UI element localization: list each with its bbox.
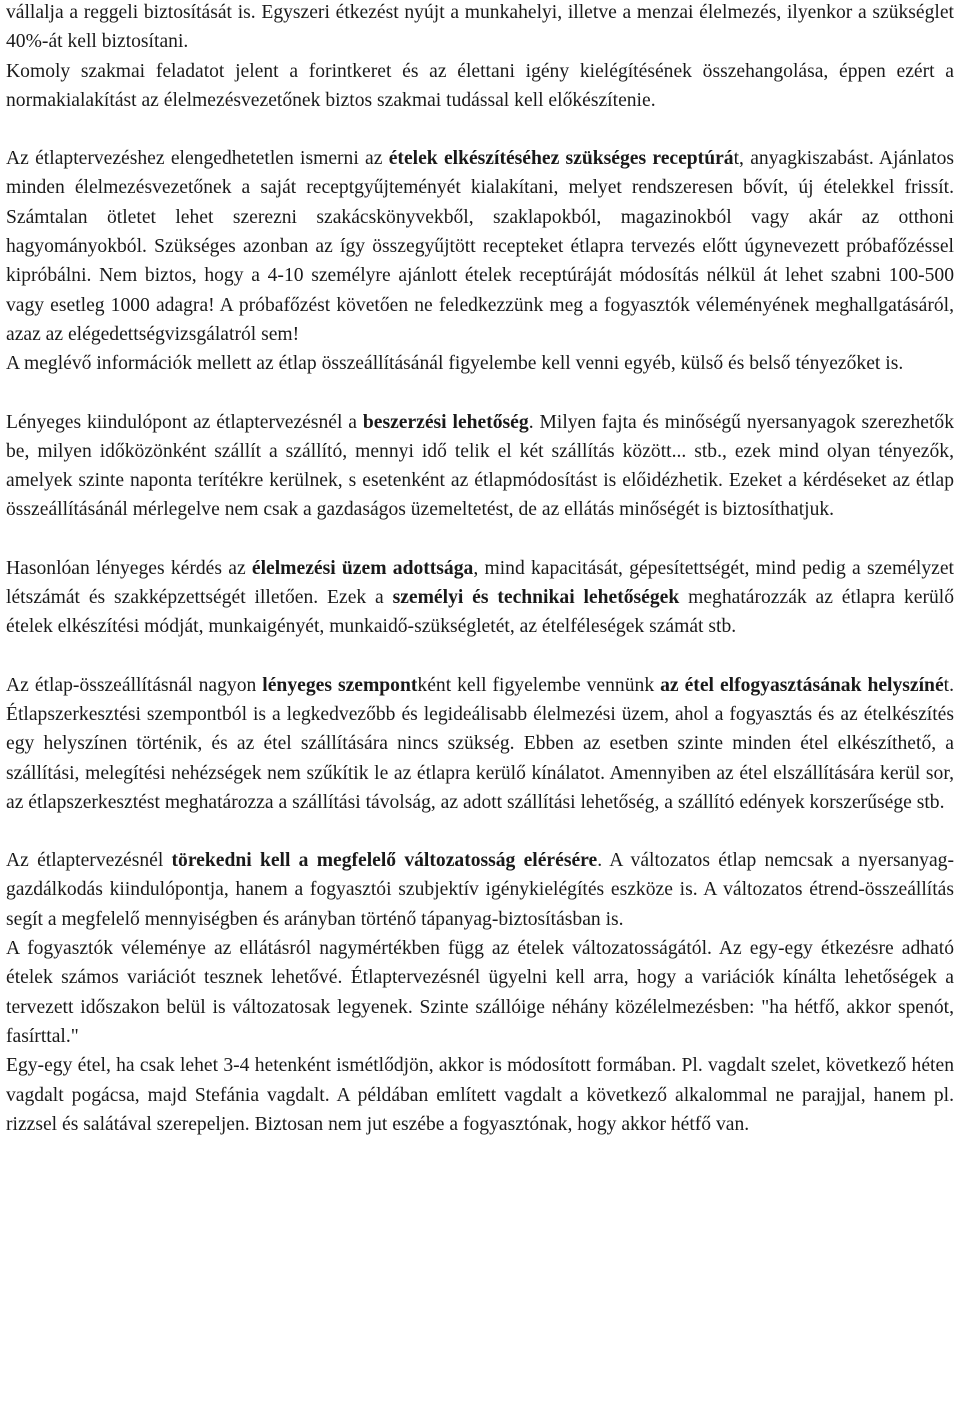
text-run: Az étlaptervezésnél bbox=[6, 850, 172, 872]
text-run: . Milyen fajta és minőségű nyersanyagok szerezhetők be, milyen időközönként szállít a szállító, mennyi idő telik el két szállítás között... stb., ezek mind olyan tényezők, amelyek szinte naponta terítékre kerülnek, s esetenként az étlapmódosítást is előidézhetik. Ezeket a kérdéseket az étlap összeállításánál mérlegelve nem csak a gazdaságos üzemeltetést, de az ellátás minőségét is biztosíthatjuk. bbox=[6, 411, 955, 521]
text-run: Az étlaptervezéshez elengedhetetlen ismerni az bbox=[6, 148, 389, 170]
bold-text-run: személyi és technikai lehetőségek bbox=[392, 587, 680, 609]
bold-text-run: lényeges szempont bbox=[262, 674, 418, 696]
text-run: vállalja a reggeli biztosítását is. Egyszeri étkezést nyújt a munkahelyi, illetve a menzai élelmezés, ilyenkor a szükséglet 40%-át kell biztosítani. bbox=[6, 2, 954, 53]
text-run: Komoly szakmai feladatot jelent a forintkeret és az élettani igény kielégítésének összehangolása, éppen ezért a normakialakítást az élelmezésvezetőnek biztos szakmai tudással kell előkészítenie. bbox=[6, 60, 954, 111]
body-paragraph bbox=[6, 349, 954, 378]
document-page bbox=[6, 0, 954, 1139]
text-run: t, anyagkiszabást. Ajánlatos minden élelmezésvezetőnek a saját receptgyűjteményét kialakítani, melyet rendszeresen bővít, új ételekkel frissít. Számtalan ötletet lehet szerezni szakácskönyvekből, szaklapokból, magazinokból vagy akár az otthoni hagyományokból. Szükséges azonban az így összegyűjtött recepteket étlapra tervezés előtt úgynevezett próbafőzéssel kipróbálni. Nem biztos, hogy a 4-10 személyre ajánlott ételek receptúráját módosítás nélkül át lehet szabni 100-500 vagy esetleg 1000 adagra! A próbafőzést követően ne feledkezzünk meg a fogyasztók véleményének meghallgatásáról, azaz az elégedettségvizsgálatról sem! bbox=[6, 148, 954, 345]
text-run: Az étlap-összeállításnál nagyon bbox=[6, 674, 263, 696]
body-paragraph bbox=[6, 846, 954, 934]
body-paragraph bbox=[6, 0, 954, 57]
text-run: . A változatos étlap nemcsak a nyersanyag-gazdálkodás kiindulópontja, hanem a fogyasztói szubjektív igénykielégítés eszköze is. A változatos étrend-összeállítás segít a megfelelő mennyiségben és arányban történő tápanyag-biztosításban is. bbox=[6, 850, 954, 930]
bold-text-run: az étel elfogyasztásának helyszíné bbox=[660, 674, 944, 696]
text-run: , mind kapacitását, gépesítettségét, mind pedig a személyzet létszámát és szakképzettségét illetően. Ezek a bbox=[6, 557, 954, 609]
text-run: A meglévő információk mellett az étlap összeállításánál figyelembe kell venni egyéb, külső és belső tényezőket is. bbox=[6, 353, 904, 375]
text-run: t. Étlapszerkesztési szempontból is a legkedvezőbb és legideálisabb élelmezési üzem, ahol a fogyasztás és az ételkészítés egy helyszínen történik, és az étel szállítására nincs szükség. Ebben az esetben szinte minden étel elkészíthető, a szállítási, melegítési nehézségek nem szűkítik le az étlapra kerülő kínálatot. Amennyiben az étel elszállítására kerül sor, az étlapszerkesztést meghatározza a szállítási távolság, az adott szállítási lehetőség, a szállító edények korszerűsége stb. bbox=[6, 674, 954, 813]
text-run: Egy-egy étel, ha csak lehet 3-4 hetenként ismétlődjön, akkor is módosított formában. Pl. vagdalt szelet, következő héten vagdalt pogácsa, majd Stefánia vagdalt. A példában említett vagdalt a következő alkalommal ne parajjal, hanem pl. rizzsel és salátával szerepeljen. Biztosan nem jut eszébe a fogyasztónak, hogy akkor hétfő van. bbox=[6, 1055, 954, 1135]
body-paragraph bbox=[6, 57, 954, 116]
text-run: Lényeges kiindulópont az étlaptervezésnél a bbox=[6, 411, 363, 433]
text-run: Hasonlóan lényeges kérdés az bbox=[6, 557, 252, 579]
body-paragraph bbox=[6, 408, 954, 525]
body-paragraph bbox=[6, 1051, 954, 1139]
body-paragraph bbox=[6, 671, 954, 817]
body-paragraph bbox=[6, 934, 954, 1051]
text-run: ként kell figyelembe vennünk bbox=[417, 674, 661, 696]
bold-text-run: törekedni kell a megfelelő változatosság elérésére bbox=[171, 850, 598, 872]
body-paragraph bbox=[6, 554, 954, 642]
body-paragraph bbox=[6, 144, 954, 349]
bold-text-run: beszerzési lehetőség bbox=[362, 411, 529, 433]
text-run: meghatározzák az étlapra kerülő ételek elkészítési módját, munkaigényét, munkaidő-szükségletét, az ételféleségek számát stb. bbox=[6, 587, 955, 638]
text-run: A fogyasztók véleménye az ellátásról nagymértékben függ az ételek változatosságától. Az egy-egy étkezésre adható ételek számos variációt tesznek lehetővé. Étlaptervezésnél ügyelni kell arra, hogy a variációk kínálta lehetőségek a tervezett időszakon belül is változatosak legyenek. Szinte szállóige néhány közélelmezésben: "ha hétfő, akkor spenót, fasírttal." bbox=[6, 938, 954, 1047]
bold-text-run: élelmezési üzem adottsága bbox=[251, 557, 474, 579]
bold-text-run: ételek elkészítéséhez szükséges receptúrá bbox=[388, 148, 734, 170]
